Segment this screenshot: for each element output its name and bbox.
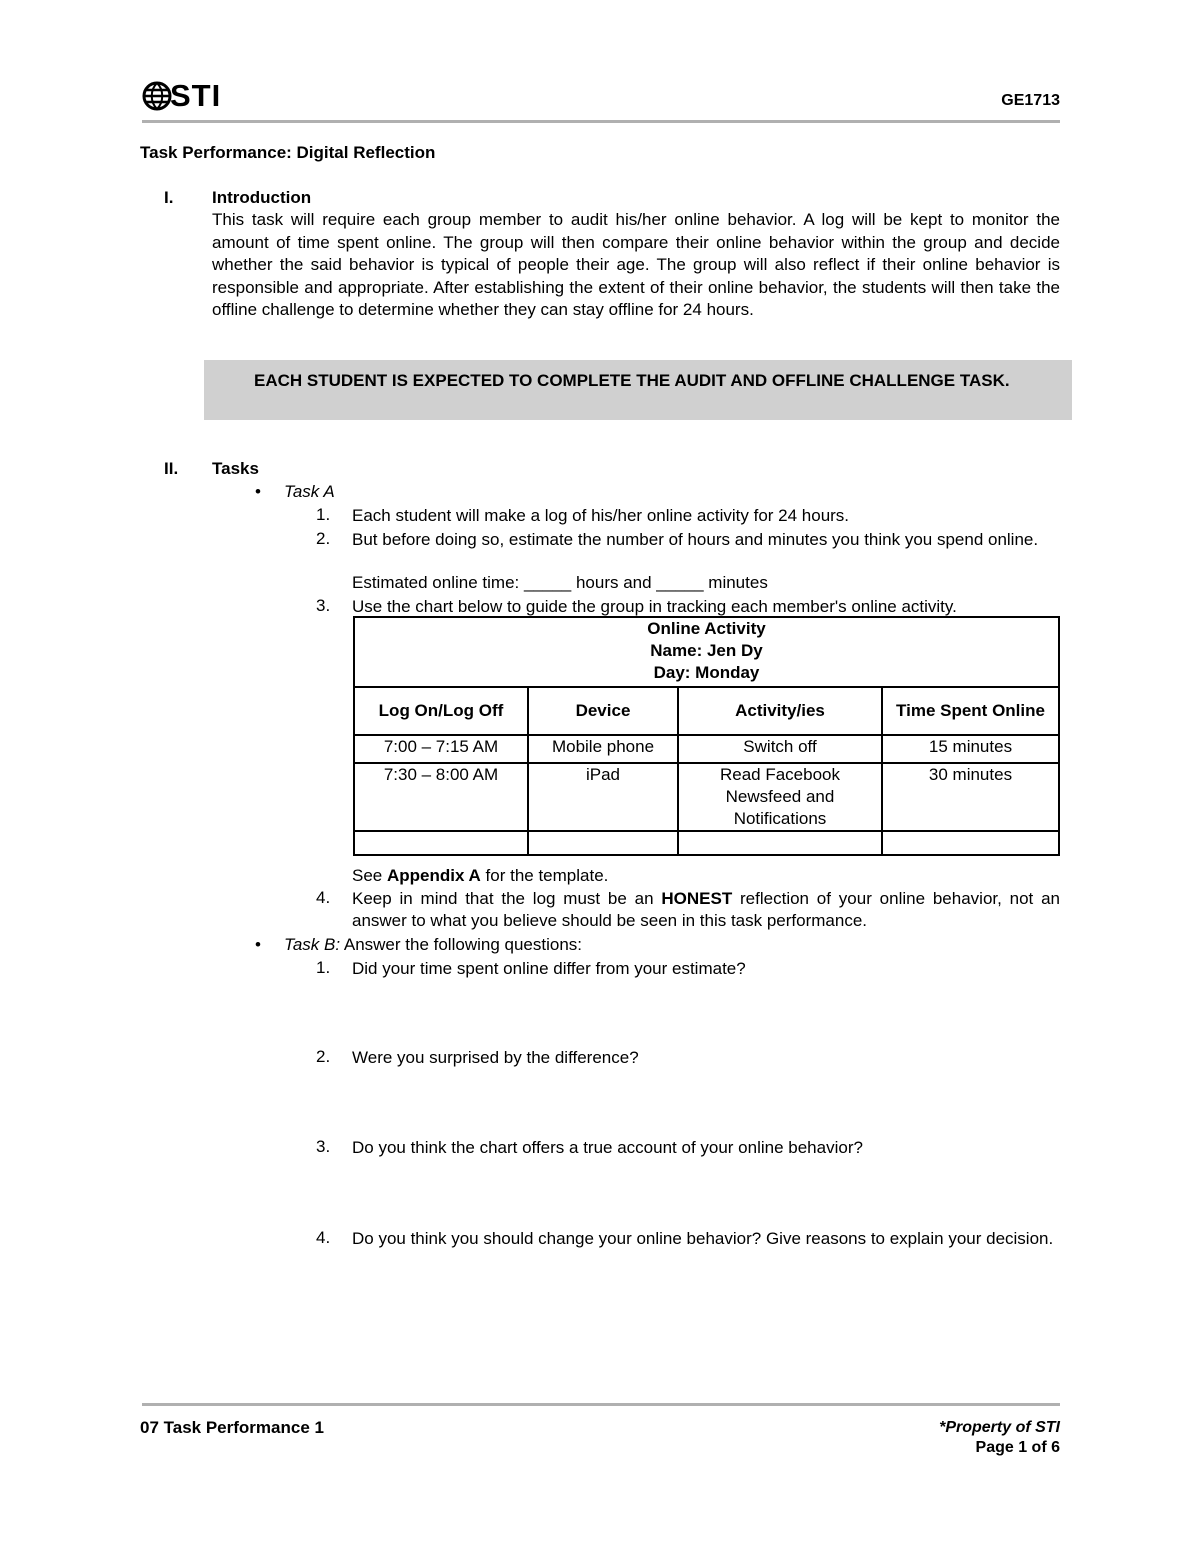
cell-device: iPad: [528, 763, 678, 831]
doc-code: GE1713: [1001, 92, 1060, 109]
table-name: Name: Jen Dy: [650, 641, 763, 660]
footer-property: *Property of STI: [939, 1419, 1060, 1436]
appendix-note: [352, 865, 1060, 887]
cell-activity: Switch off: [678, 735, 882, 763]
cell-logon: 7:00 – 7:15 AM: [354, 735, 528, 763]
callout-text: EACH STUDENT IS EXPECTED TO COMPLETE THE AUDIT AND OFFLINE CHALLENGE TASK.: [254, 371, 1010, 390]
section-2-heading: Tasks: [212, 459, 259, 478]
question-1-num: 1.: [316, 958, 331, 977]
task-a-item-4-num: 4.: [316, 888, 331, 907]
task-b-intro: Answer the following questions:: [340, 935, 582, 954]
cell-activity: Read Facebook Newsfeed and Notifications: [678, 763, 882, 831]
task-a-item-2: But before doing so, estimate the number of hours and minutes you think you spend online.: [352, 530, 1039, 549]
table-row: [354, 735, 1059, 763]
task-a-item-3-num: 3.: [316, 596, 331, 615]
question-3: Do you think the chart offers a true account of your online behavior?: [352, 1138, 863, 1157]
task-a-bullet: •: [255, 482, 261, 501]
task-a-item-4: [352, 888, 1060, 932]
table-title: Online Activity: [647, 619, 766, 638]
col-header-logon: Log On/Log Off: [354, 687, 528, 735]
appendix-link: Appendix A: [386, 866, 481, 885]
estimate-line: Estimated online time: _____ hours and _____ minutes: [352, 573, 768, 592]
cell-empty: [528, 831, 678, 855]
online-activity-table: [353, 616, 1060, 856]
col-header-time: Time Spent Online: [882, 687, 1059, 735]
cell-empty: [678, 831, 882, 855]
callout-box: [204, 360, 1072, 420]
task-a-item-1: Each student will make a log of his/her online activity for 24 hours.: [352, 506, 850, 525]
question-3-num: 3.: [316, 1137, 331, 1156]
task-b-label: Task B:: [284, 935, 341, 954]
section-2-number: II.: [164, 459, 179, 478]
question-4-num: 4.: [316, 1228, 331, 1247]
question-1: Did your time spent online differ from your estimate?: [352, 959, 746, 978]
header-rule: [142, 120, 1060, 123]
col-header-activity: Activity/ies: [678, 687, 882, 735]
table-day: Day: Monday: [653, 663, 760, 682]
task-a-item-2-num: 2.: [316, 529, 331, 548]
cell-empty: [882, 831, 1059, 855]
task-a-item-1-num: 1.: [316, 505, 331, 524]
table-row-empty: [354, 831, 1059, 855]
col-header-device: Device: [528, 687, 678, 735]
footer-page-number: Page 1 of 6: [975, 1439, 1060, 1456]
table-title-row: [354, 617, 1059, 687]
appendix-suffix: for the template.: [480, 866, 609, 885]
question-4: Do you think you should change your online behavior? Give reasons to explain your decision.: [352, 1229, 1054, 1248]
item4-honest: HONEST: [661, 889, 733, 908]
table-row: [354, 763, 1059, 831]
task-b-line: [284, 935, 582, 955]
intro-paragraph: This task will require each group member to audit his/her online behavior. A log will be kept to monitor the amount of time spent online. The group will then compare their online behavior within the group and decide whether the said behavior is typical of people their age. The group will also reflect if their online behavior is responsible and appropriate. After establishing the extent of their online behavior, the students will then take the offline challenge to determine whether they can stay offline for 24 hours.: [212, 210, 1060, 320]
page-title: Task Performance: Digital Reflection: [140, 143, 436, 162]
cell-empty: [354, 831, 528, 855]
section-1-heading: Introduction: [212, 188, 312, 207]
cell-logon: 7:30 – 8:00 AM: [354, 763, 528, 831]
table-header-row: [354, 687, 1059, 735]
table-title-cell: [354, 617, 1059, 687]
question-2: Were you surprised by the difference?: [352, 1048, 639, 1067]
sti-logo: [142, 78, 222, 114]
item4-text-b: reflection of your online behavior, not an answer to what you believe should be seen in this task performance.: [352, 889, 1060, 930]
footer-rule: [142, 1403, 1060, 1406]
cell-device: Mobile phone: [528, 735, 678, 763]
appendix-prefix: See: [352, 866, 387, 885]
task-a-item-3: Use the chart below to guide the group in tracking each member's online activity.: [352, 597, 957, 616]
cell-time: 30 minutes: [882, 763, 1059, 831]
question-2-num: 2.: [316, 1047, 331, 1066]
section-1-number: I.: [164, 188, 174, 207]
cell-time: 15 minutes: [882, 735, 1059, 763]
globe-icon: [142, 78, 172, 114]
footer-right: [939, 1418, 1060, 1458]
task-b-bullet: •: [255, 935, 261, 954]
item4-text-a: Keep in mind that the log must be an: [352, 889, 662, 908]
task-a-label: Task A: [284, 482, 335, 501]
logo-text: STI: [170, 78, 222, 113]
footer-doc-title: 07 Task Performance 1: [140, 1418, 324, 1437]
